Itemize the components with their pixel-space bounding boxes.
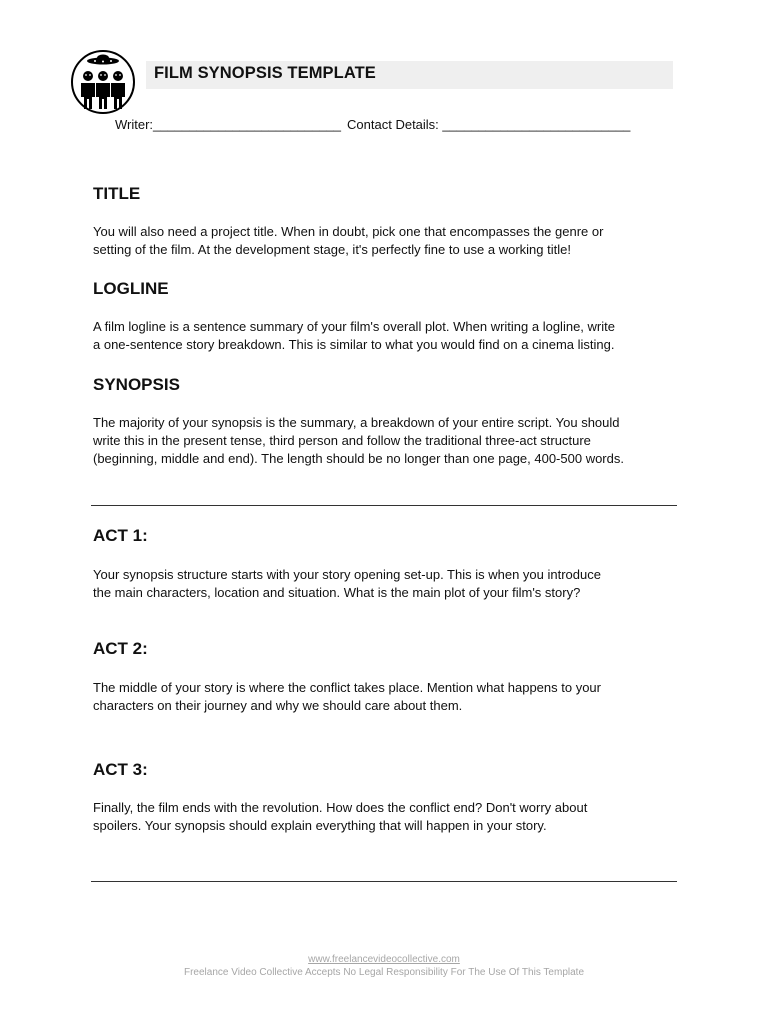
section-divider xyxy=(91,505,677,506)
body-line: write this in the present tense, third person and follow the traditional three-act structure xyxy=(93,433,591,448)
section-body-act-3 xyxy=(93,799,693,835)
section-heading-act-1: ACT 1: xyxy=(93,526,148,545)
body-line: the main characters, location and situation. What is the main plot of your film's story? xyxy=(93,585,581,600)
title-bar xyxy=(146,61,673,89)
body-line: Your synopsis structure starts with your story opening set-up. This is when you introduce xyxy=(93,567,601,582)
writer-label: Writer: xyxy=(115,117,154,132)
section-body-act-2 xyxy=(93,679,693,715)
writer-blank: __________________________ xyxy=(153,117,342,132)
section-body-act-1 xyxy=(93,566,693,602)
section-body-logline xyxy=(93,318,693,354)
section-heading-act-3: ACT 3: xyxy=(93,760,148,779)
section-heading-logline: LOGLINE xyxy=(93,279,169,298)
body-line: You will also need a project title. When in doubt, pick one that encompasses the genre or xyxy=(93,224,604,239)
body-line: characters on their journey and why we should care about them. xyxy=(93,698,463,713)
body-line: a one-sentence story breakdown. This is similar to what you would find on a cinema listing. xyxy=(93,337,615,352)
section-heading-title: TITLE xyxy=(93,184,141,203)
contact-label: Contact Details: xyxy=(347,117,439,132)
footer-url-link[interactable]: www.freelancevideocollective.com xyxy=(308,954,460,965)
writer-contact-line xyxy=(115,117,630,132)
body-line: The majority of your synopsis is the summary, a breakdown of your entire script. You should xyxy=(93,415,620,430)
body-line: A film logline is a sentence summary of your film's overall plot. When writing a logline, write xyxy=(93,319,615,334)
section-divider xyxy=(91,881,677,882)
document-title: FILM SYNOPSIS TEMPLATE xyxy=(154,64,376,82)
section-heading-act-2: ACT 2: xyxy=(93,639,148,658)
body-line: The middle of your story is where the conflict takes place. Mention what happens to your xyxy=(93,680,601,695)
body-line: Finally, the film ends with the revolution. How does the conflict end? Don't worry about xyxy=(93,800,588,815)
section-body-synopsis xyxy=(93,414,693,468)
film-collective-logo-icon xyxy=(68,48,138,114)
body-line: setting of the film. At the development stage, it's perfectly fine to use a working title! xyxy=(93,242,571,257)
footer-disclaimer: Freelance Video Collective Accepts No Legal Responsibility For The Use Of This Template xyxy=(183,967,584,978)
body-line: (beginning, middle and end). The length should be no longer than one page, 400-500 words. xyxy=(93,451,624,466)
section-body-title xyxy=(93,223,693,259)
contact-blank: __________________________ xyxy=(442,117,631,132)
section-heading-synopsis: SYNOPSIS xyxy=(93,375,180,394)
body-line: spoilers. Your synopsis should explain everything that will happen in your story. xyxy=(93,818,547,833)
